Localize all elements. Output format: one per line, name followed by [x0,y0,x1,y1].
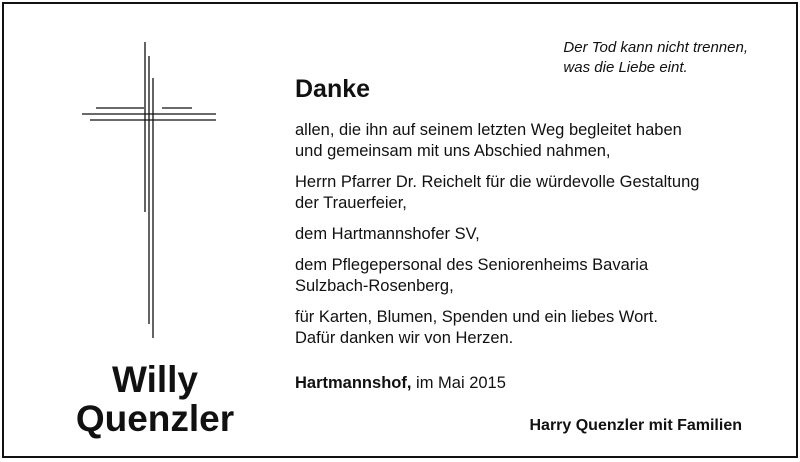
deceased-last-name: Quenzler [75,398,235,439]
text-line: Herrn Pfarrer Dr. Reichelt für die würdevolle Gestaltung [295,173,700,191]
text-line: dem Hartmannshofer SV, [295,225,480,243]
thanks-text [295,120,765,359]
paragraph [295,307,765,349]
quote-line: was die Liebe eint. [563,59,688,76]
text-line: allen, die ihn auf seinem letzten Weg begleitet haben [295,121,682,139]
date: im Mai 2015 [416,374,506,392]
text-line: für Karten, Blumen, Spenden und ein liebes Wort. [295,308,658,326]
deceased-first-name: Willy [111,359,198,400]
paragraph [295,224,765,245]
epitaph-quote [563,38,748,78]
cross-icon [74,42,224,342]
thanks-heading: Danke [295,75,371,103]
text-line: Sulzbach-Rosenberg, [295,277,454,295]
place: Hartmannshof, [295,374,412,392]
quote-line: Der Tod kann nicht trennen, [563,39,748,56]
text-line: dem Pflegepersonal des Seniorenheims Bavaria [295,256,649,274]
paragraph [295,120,765,162]
text-line: der Trauerfeier, [295,194,407,212]
obituary-notice [2,2,798,458]
family-signature: Harry Quenzler mit Familien [529,417,742,434]
paragraph [295,255,765,297]
text-line: Dafür danken wir von Herzen. [295,329,514,347]
paragraph [295,172,765,214]
text-line: und gemeinsam mit uns Abschied nahmen, [295,142,611,160]
place-date-line [295,374,506,393]
